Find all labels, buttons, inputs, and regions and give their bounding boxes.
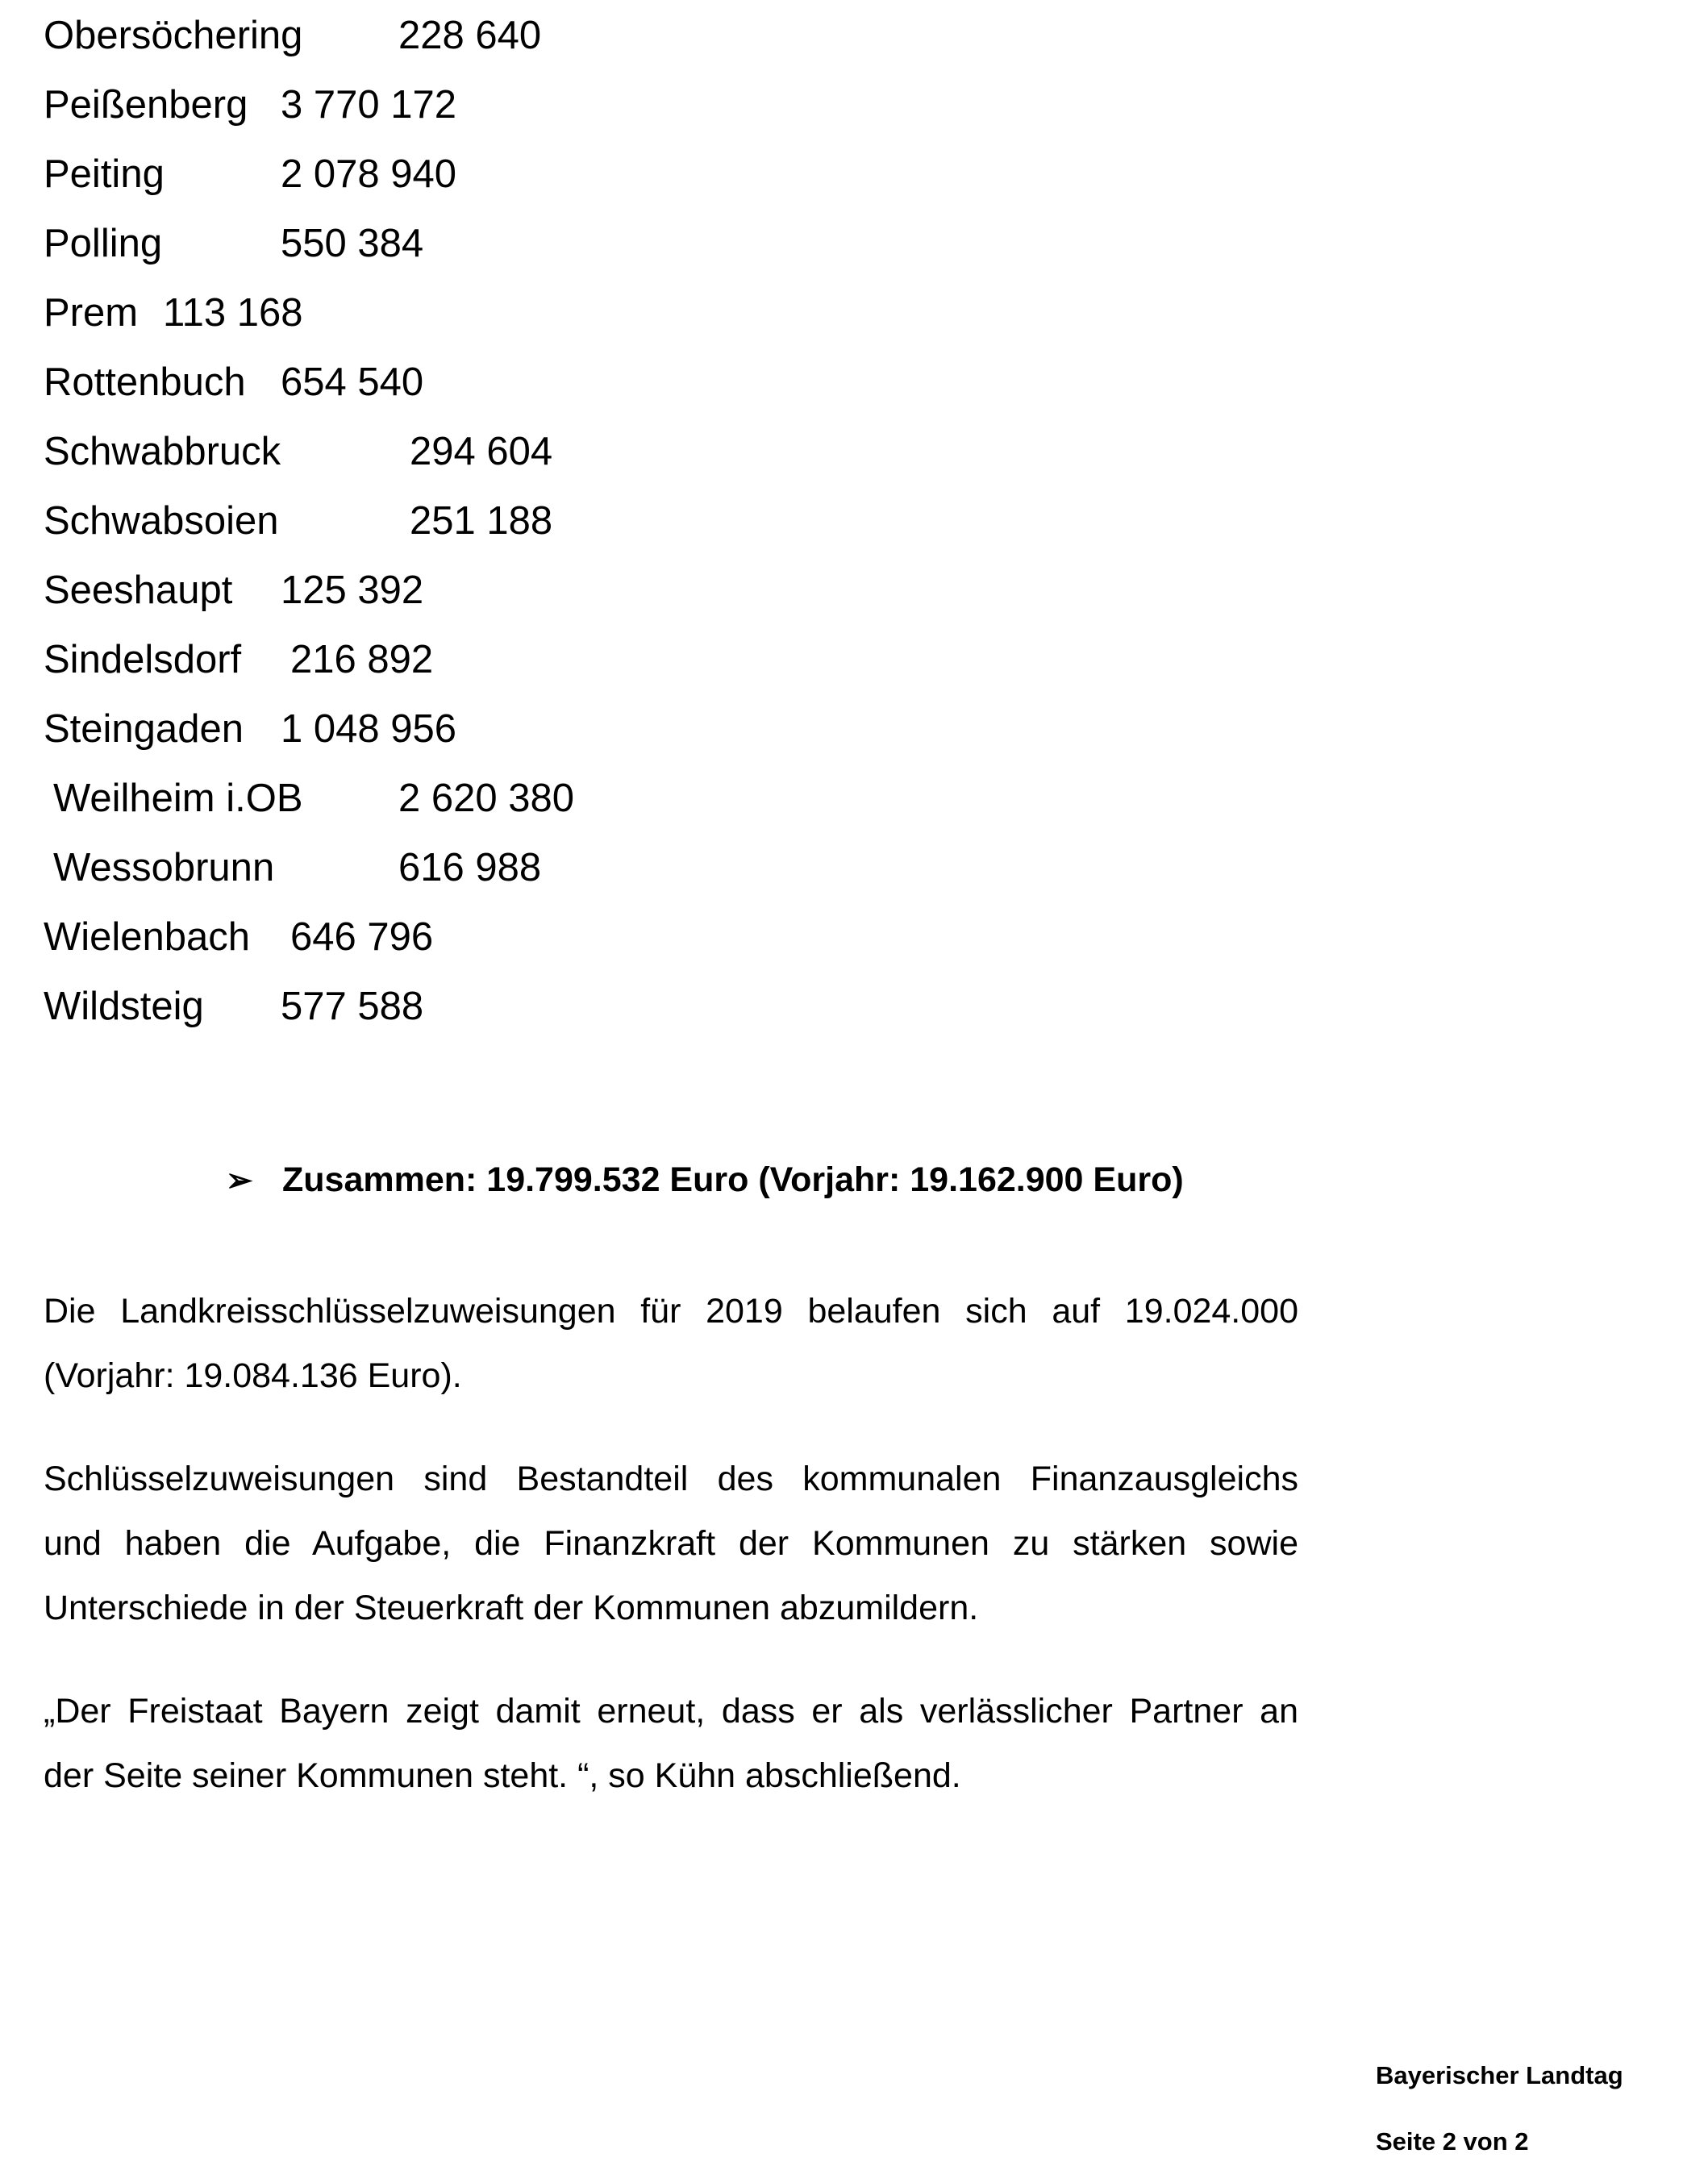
municipality-amount: 113 168 [163,291,303,335]
municipality-name: Wielenbach [44,915,251,959]
footer-page-number: Seite 2 von 2 [1376,2127,1529,2156]
municipality-name: Schwabbruck [44,430,281,473]
paragraph-line: und haben die Aufgabe, die Finanzkraft der Kommunen zu stärken sowie [44,1524,1298,1563]
paragraph-line: Die Landkreisschlüsselzuweisungen für 2019 belaufen sich auf 19.024.000 [44,1292,1298,1331]
municipality-amount: 294 604 [410,430,553,473]
summary-total [226,1160,1184,1199]
municipality-name: Steingaden [44,707,244,751]
municipality-name: Obersöchering [44,14,303,57]
paragraph-line: „Der Freistaat Bayern zeigt damit erneut, dass er als verlässlicher Partner an [44,1692,1298,1731]
municipality-amount: 228 640 [398,14,542,57]
footer-organization: Bayerischer Landtag [1376,2061,1623,2089]
paragraph-line: Schlüsselzuweisungen sind Bestandteil des kommunalen Finanzausgleichs [44,1460,1298,1498]
paragraph-quote [44,1679,1298,1808]
municipality-amount: 616 988 [398,846,542,889]
municipality-name: Seeshaupt [44,569,233,612]
municipality-amount: 2 620 380 [398,777,574,820]
municipality-amount: 646 796 [290,915,434,959]
municipality-amount: 577 588 [281,985,424,1028]
paragraph-line: Unterschiede in der Steuerkraft der Kommunen abzumildern. [44,1589,979,1627]
municipality-name: Weilheim i.OB [53,777,303,820]
municipality-name: Prem [44,291,139,335]
municipality-amount: 2 078 940 [281,152,456,196]
municipality-amount: 251 188 [410,499,553,543]
paragraph-line: (Vorjahr: 19.084.136 Euro). [44,1356,462,1395]
municipality-name: Sindelsdorf [44,638,242,681]
paragraph-explanation [44,1447,1298,1640]
municipality-name: Schwabsoien [44,499,279,543]
municipality-amount: 1 048 956 [281,707,456,751]
municipality-amount: 654 540 [281,360,424,404]
municipality-name: Wessobrunn [53,846,275,889]
municipality-amount: 125 392 [281,569,424,612]
municipality-name: Peißenberg [44,83,248,127]
municipality-name: Peiting [44,152,165,196]
paragraph-key-allocations [44,1279,1298,1408]
municipality-amount: 216 892 [290,638,434,681]
summary-text: Zusammen: 19.799.532 Euro (Vorjahr: 19.162.900 Euro) [282,1160,1184,1199]
municipality-name: Polling [44,222,163,265]
arrow-bullet-icon: ➢ [226,1163,253,1198]
paragraph-line: der Seite seiner Kommunen steht. “, so Kühn abschließend. [44,1756,961,1795]
municipality-amount: 550 384 [281,222,424,265]
municipality-name: Wildsteig [44,985,204,1028]
municipality-amount: 3 770 172 [281,83,456,127]
municipality-name: Rottenbuch [44,360,246,404]
